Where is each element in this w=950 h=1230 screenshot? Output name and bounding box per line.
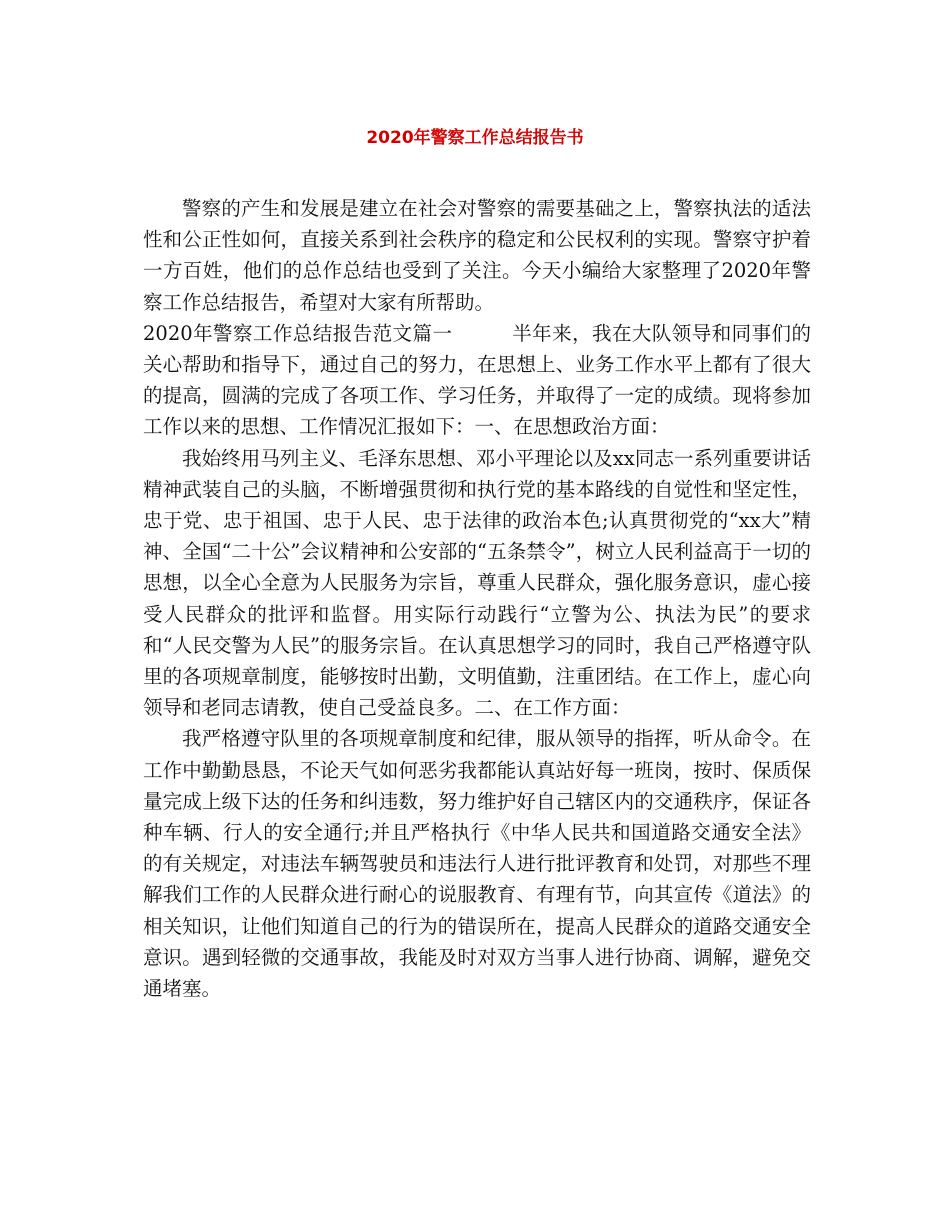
document-title: 2020年警察工作总结报告书 (366, 128, 584, 148)
paragraph-work: 我严格遵守队里的各项规章制度和纪律，服从领导的指挥，听从命令。在工作中勤勤恳恳，不论天气如何恶劣我都能认真站好每一班岗，按时、保质保量完成上级下达的任务和纠违数，努力维护好自己辖区内的交通秩序，保证各种车辆、行人的安全通行;并且严格执行《中华人民共和国道路交通安全法》的有关规定，对违法车辆驾驶员和违法行人进行批评教育和处罚，对那些不理解我们工作的人民群众进行耐心的说服教育、有理有节，向其宣传《道法》的相关知识，让他们知道自己的行为的错误所在，提高人民群众的道路交通安全意识。遇到轻微的交通事故，我能及时对双方当事人进行协商、调解，避免交通堵塞。 (143, 727, 811, 1001)
paragraph-intro: 警察的产生和发展是建立在社会对警察的需要基础之上，警察执法的适法性和公正性如何，直接关系到社会秩序的稳定和公民权利的实现。警察守护着一方百姓，他们的总作总结也受到了关注。今天小编给大家整理了2020年警察工作总结报告，希望对大家有所帮助。 (143, 197, 811, 314)
document-body (143, 193, 811, 1004)
paragraph-section-one: 2020年警察工作总结报告范文篇一 半年来，我在大队领导和同事们的关心帮助和指导下，通过自己的努力，在思想上、业务工作水平上都有了很大的提高，圆满的完成了各项工作、学习任务，并取得了一定的成绩。现将参加工作以来的思想、工作情况汇报如下：一、在思想政治方面： (143, 321, 811, 439)
paragraph-political-thought: 我始终用马列主义、毛泽东思想、邓小平理论以及xx同志一系列重要讲话精神武装自己的头脑，不断增强贯彻和执行党的基本路线的自觉性和坚定性，忠于党、忠于祖国、忠于人民、忠于法律的政治本色;认真贯彻党的“xx大”精神、全国“二十公”会议精神和公安部的“五条禁令”，树立人民利益高于一切的思想，以全心全意为人民服务为宗旨，尊重人民群众，强化服务意识，虚心接受人民群众的批评和监督。用实际行动践行“立警为公、执法为民”的要求和“人民交警为人民”的服务宗旨。在认真思想学习的同时，我自己严格遵守队里的各项规章制度，能够按时出勤，文明值勤，注重团结。在工作上，虚心向领导和老同志请教，使自己受益良多。二、在工作方面： (143, 446, 811, 720)
